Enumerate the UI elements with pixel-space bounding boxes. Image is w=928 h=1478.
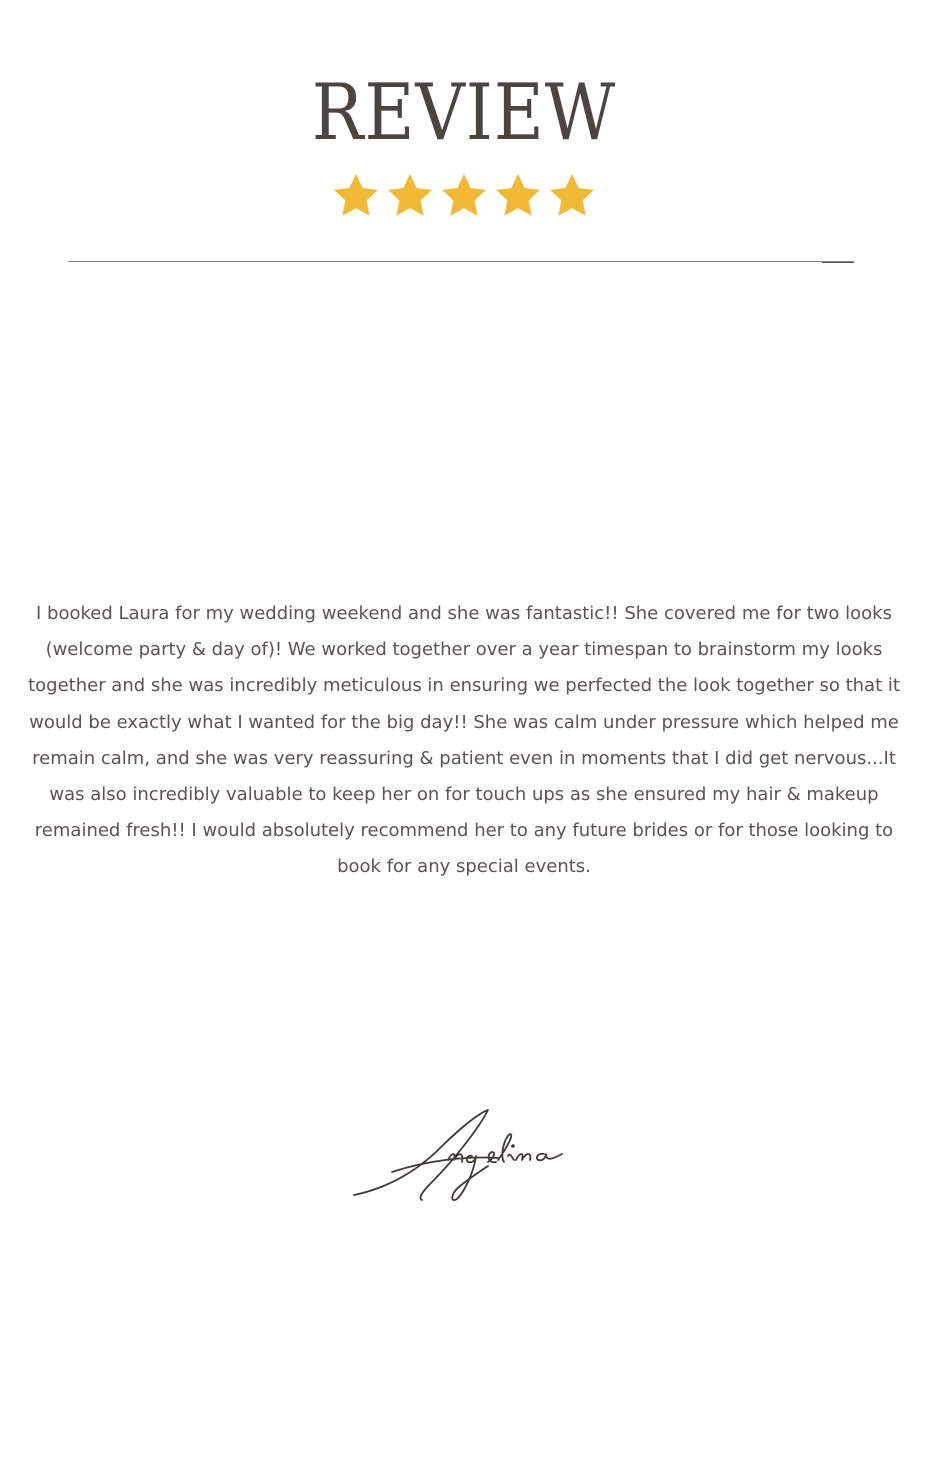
star-icon — [492, 170, 544, 222]
divider-accent — [822, 262, 854, 263]
page-title: REVIEW — [311, 68, 617, 158]
star-icon — [384, 170, 436, 222]
star-icon — [330, 170, 382, 222]
review-text: I booked Laura for my wedding weekend and she was fantastic!! She covered me for two looks (welcome party & day of)! We worked together over a year timespan to brainstorm my looks together and she was incredibly meticulous in ensuring we perfected the look together so that it would be exactly what I wanted for the big day!! She was calm under pressure which helped me remain calm, and she was very reassuring & patient even in moments that I did get nervous...It was also incredibly valuable to keep her on for touch ups as she ensured my hair & makeup remained fresh!! I would absolutely recommend her to any future brides or for those looking to book for any special events. — [28, 603, 900, 878]
star-icon — [546, 170, 598, 222]
signature — [348, 1100, 572, 1210]
divider — [68, 261, 854, 262]
star-rating — [0, 170, 928, 222]
star-icon — [438, 170, 490, 222]
